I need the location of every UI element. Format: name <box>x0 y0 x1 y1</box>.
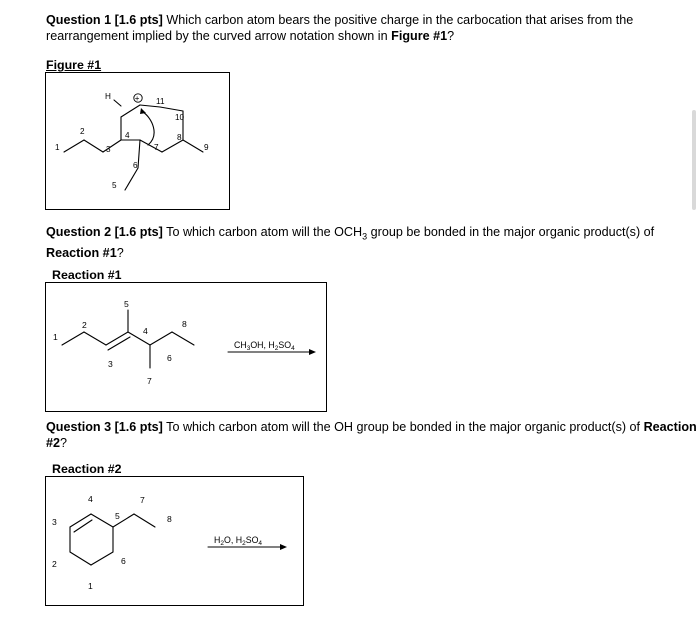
fig1-atom-1: 1 <box>55 143 60 152</box>
fig1-atom-7: 7 <box>154 143 159 152</box>
fig1-atom-2: 2 <box>80 127 85 136</box>
rxn1-atom-7: 7 <box>147 376 152 386</box>
rxn2-atom-3: 3 <box>52 517 57 527</box>
rxn2-atom-4: 4 <box>88 494 93 504</box>
question-3-ref: Reaction #2 <box>46 420 697 450</box>
fig1-atom-11: 11 <box>156 97 165 106</box>
fig1-atom-8: 8 <box>177 133 182 142</box>
question-2-body-b: group be bonded in the major organic product(s) of <box>367 225 655 239</box>
scrollbar-thumb[interactable] <box>692 110 696 210</box>
rxn1-atom-8: 8 <box>182 319 187 329</box>
rxn1-atom-2: 2 <box>82 320 87 330</box>
rxn1-atom-3: 3 <box>108 359 113 369</box>
fig1-atom-9: 9 <box>204 143 209 152</box>
rxn1-reagent: $CH_3OH$, $H_2SO_4$ <box>234 340 295 352</box>
question-2-body: To which carbon atom will the OCH <box>162 225 363 239</box>
rxn1-atom-5: 5 <box>124 299 129 309</box>
fig1-atom-10: 10 <box>175 113 185 122</box>
rxn1-atom-4: 4 <box>143 326 148 336</box>
rxn1-atom-6: 6 <box>167 353 172 363</box>
rxn2-atom-6: 6 <box>121 556 126 566</box>
rxn2-atom-5: 5 <box>115 511 120 521</box>
question-1-head: Question 1 [1.6 pts] <box>46 13 163 27</box>
question-3-end: ? <box>60 436 68 450</box>
figure-1-label: Figure #1 <box>46 58 102 72</box>
reaction-2-label: Reaction #2 <box>52 462 122 476</box>
reaction-1-label: Reaction #1 <box>52 268 122 282</box>
question-2-ref: Reaction #1 <box>46 245 117 260</box>
rxn2-atom-8: 8 <box>167 514 172 524</box>
rxn1-atom-1: 1 <box>53 332 58 342</box>
fig1-atom-3: 3 <box>106 145 111 154</box>
question-2-head: Question 2 [1.6 pts] <box>46 225 163 239</box>
question-2-end: ? <box>116 245 124 260</box>
question-2-sub: 3 <box>362 231 368 242</box>
rxn2-reagent: $H_2O$, $H_2SO_4$ <box>214 535 263 547</box>
question-1-body: Which carbon atom bears the positive charge in the carbocation that arises from the rearrangement implied by the curved arrow notation shown in <box>46 13 634 43</box>
question-1-end: ? <box>447 29 455 43</box>
fig1-charge: + <box>134 94 140 103</box>
question-3-body: To which carbon atom will the OH group be bonded in the major organic product(s) of <box>162 420 644 434</box>
fig1-atom-6: 6 <box>133 161 138 170</box>
question-1-ref: Figure #1 <box>391 29 448 43</box>
rxn2-atom-7: 7 <box>140 495 145 505</box>
fig1-h-label: H <box>105 92 111 101</box>
fig1-atom-5: 5 <box>112 181 117 190</box>
rxn2-atom-2: 2 <box>52 559 57 569</box>
question-3-head: Question 3 [1.6 pts] <box>46 420 163 434</box>
rxn2-atom-1: 1 <box>88 581 93 591</box>
fig1-atom-4: 4 <box>125 131 130 140</box>
